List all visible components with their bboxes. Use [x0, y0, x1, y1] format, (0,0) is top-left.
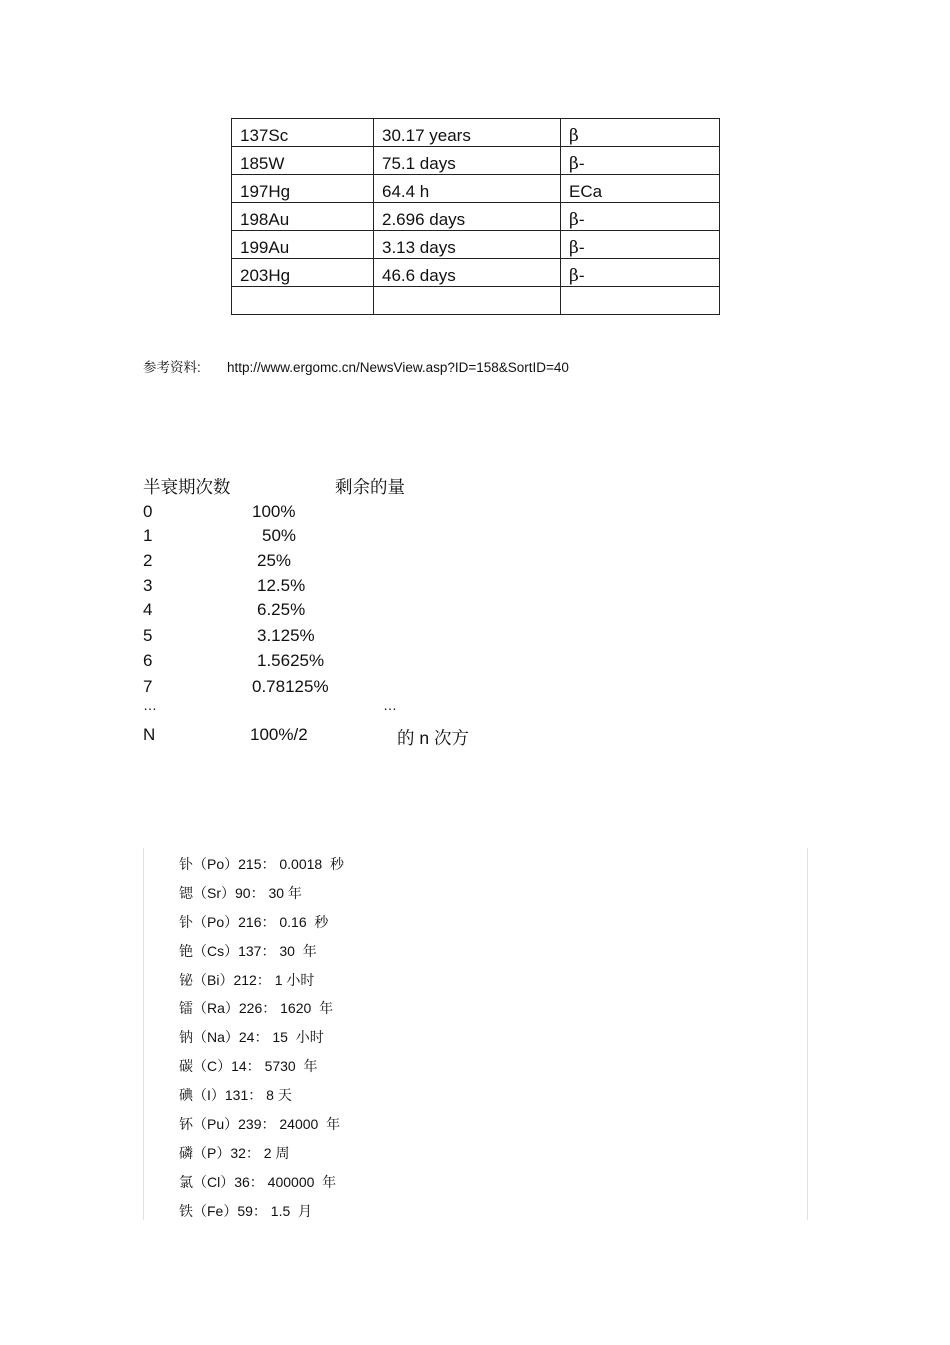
table-row — [232, 119, 720, 147]
halflife-remaining: 12.5% — [257, 576, 306, 595]
table-cell-decay: β- — [561, 259, 720, 287]
header-remaining-amount: 剩余的量 — [335, 477, 405, 497]
list-item: 氯（Cl）36： 400000 年 — [179, 1173, 337, 1190]
table-cell-decay: β — [561, 119, 720, 147]
list-item: 磷（P）32： 2 周 — [179, 1144, 290, 1161]
reference-label: 参考资料: — [143, 360, 201, 375]
list-item: 铁（Fe）59： 1.5 月 — [179, 1202, 313, 1219]
table-row-empty — [232, 287, 720, 315]
halflife-remaining: 3.125% — [257, 626, 315, 645]
list-item: 钋（Po）215： 0.0018 秒 — [179, 856, 344, 872]
table-cell-decay: β- — [561, 147, 720, 175]
halflife-remaining: 1.5625% — [257, 651, 325, 670]
list-item: 钚（Pu）239： 24000 年 — [179, 1116, 341, 1133]
table-row — [232, 231, 720, 259]
reference-line — [143, 356, 569, 376]
table-cell-nuclide: 137Sc — [232, 119, 374, 147]
table-row — [232, 203, 720, 231]
list-item: 钋（Po）216： 0.16 秒 — [179, 913, 329, 930]
table-cell-halflife: 30.17 years — [374, 119, 561, 147]
list-item: 铯（Cs）137： 30 年 — [179, 942, 317, 959]
halflife-n: 1 — [143, 526, 153, 545]
header-halflife-count: 半衰期次数 — [143, 477, 231, 497]
isotope-halflife-list — [179, 854, 344, 1230]
list-item: 钠（Na）24： 15 小时 — [179, 1029, 324, 1046]
table-row — [232, 175, 720, 203]
table-cell-decay: β- — [561, 231, 720, 259]
list-item: 碳（C）14： 5730 年 — [179, 1058, 318, 1075]
halflife-n: 7 — [143, 677, 153, 696]
table-cell-halflife: 75.1 days — [374, 147, 561, 175]
halflife-final-n: N — [143, 725, 156, 744]
halflife-n: 6 — [143, 651, 153, 670]
table-cell-nuclide: 197Hg — [232, 175, 374, 203]
halflife-final-suffix: 的 n 次方 — [397, 728, 469, 748]
halflife-remaining: 0.78125% — [252, 677, 329, 696]
halflife-n: 3 — [143, 576, 153, 595]
table-cell-halflife — [374, 287, 561, 315]
halflife-remaining: 25% — [257, 551, 292, 570]
halflife-n: 2 — [143, 551, 153, 570]
halflife-n: 4 — [143, 600, 153, 619]
table-cell-halflife: 46.6 days — [374, 259, 561, 287]
table-row — [232, 259, 720, 287]
table-cell-halflife: 2.696 days — [374, 203, 561, 231]
table-cell-nuclide: 199Au — [232, 231, 374, 259]
reference-link[interactable]: http://www.ergomc.cn/NewsView.asp?ID=158&SortID=40 — [227, 360, 569, 375]
ellipsis-right: … — [383, 697, 397, 713]
halflife-final-value: 100%/2 — [250, 725, 308, 744]
halflife-n: 5 — [143, 626, 153, 645]
table-cell-halflife: 3.13 days — [374, 231, 561, 259]
table-cell-decay: ECa — [561, 175, 720, 203]
halflife-remaining: 6.25% — [257, 600, 306, 619]
halflife-remaining: 50% — [262, 526, 297, 545]
halflife-n: 0 — [143, 502, 153, 521]
ellipsis-left: … — [143, 697, 157, 713]
table-row — [232, 147, 720, 175]
table-cell-nuclide: 185W — [232, 147, 374, 175]
table-cell-decay — [561, 287, 720, 315]
list-item: 碘（I）131： 8 天 — [179, 1087, 292, 1104]
list-item: 铋（Bi）212： 1 小时 — [179, 971, 315, 988]
table-cell-nuclide: 198Au — [232, 203, 374, 231]
table-cell-nuclide: 203Hg — [232, 259, 374, 287]
halflife-remaining: 100% — [252, 502, 296, 521]
table-cell-nuclide — [232, 287, 374, 315]
table-cell-decay: β- — [561, 203, 720, 231]
list-item: 镭（Ra）226： 1620 年 — [179, 1000, 334, 1017]
isotope-halflife-table — [231, 118, 720, 315]
list-item: 锶（Sr）90： 30 年 — [179, 884, 302, 901]
table-cell-halflife: 64.4 h — [374, 175, 561, 203]
